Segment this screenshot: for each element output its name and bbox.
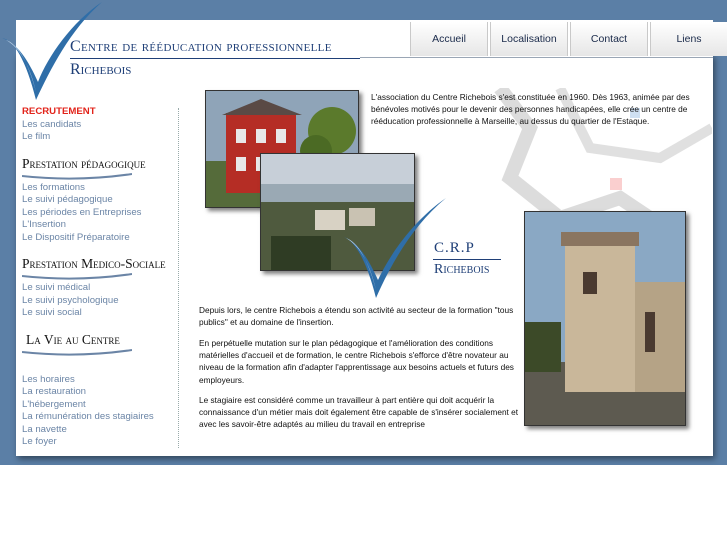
sidebar-divider [178, 108, 179, 448]
sidebar-item-recrutement[interactable]: RECRUTEMENT [22, 106, 96, 117]
sidebar-item-candidats[interactable]: Les candidats [22, 118, 82, 130]
site-subtitle: Richebois [70, 61, 132, 78]
section-heading-medico-sociale: Prestation Medico-Sociale [22, 256, 166, 271]
site-header [0, 0, 727, 86]
tab-localisation[interactable]: Localisation [490, 22, 568, 56]
sidebar-item-restauration[interactable]: La restauration [22, 386, 86, 397]
sidebar-item-suivi-social[interactable]: Le suivi social [22, 307, 82, 318]
sidebar-item-suivi-medical[interactable]: Le suivi médical [22, 282, 91, 293]
sidebar-item-navette[interactable]: La navette [22, 423, 67, 435]
sidebar-item-insertion[interactable]: L'Insertion [22, 219, 66, 230]
sidebar-item-suivi-pedagogique[interactable]: Le suivi pédagogique [22, 194, 113, 205]
crp-rule [433, 259, 501, 260]
tower-building-photo [524, 211, 686, 426]
paragraph-2: En perpétuelle mutation sur le plan pédagogique et l'amélioration des conditions matérielles d'accueil et de formation, le centre Richebois s'efforce d'être novateur au niveau de la formation afin d'adapter l'apprentissage aux besoins actuels et futurs des employeurs. [199, 338, 514, 385]
sidebar-item-formations[interactable]: Les formations [22, 181, 85, 193]
sidebar-item-suivi-psychologique[interactable]: Le suivi psychologique [22, 294, 119, 306]
swoosh-decoration [22, 272, 132, 282]
crp-subtitle: Richebois [434, 262, 490, 277]
swoosh-decoration [22, 172, 132, 182]
site-title: Centre de rééducation professionnelle [70, 38, 332, 55]
tab-contact[interactable]: Contact [570, 22, 648, 56]
sidebar-item-hebergement[interactable]: L'hébergement [22, 398, 86, 410]
sidebar-item-dispositif[interactable]: Le Dispositif Préparatoire [22, 231, 130, 243]
section-heading-vie-centre: La Vie au Centre [26, 331, 120, 347]
sidebar-item-remuneration[interactable]: La rémunération des stagiaires [22, 411, 154, 422]
sidebar [22, 106, 180, 449]
sidebar-item-periodes[interactable]: Les périodes en Entreprises [22, 206, 142, 218]
main-nav [410, 22, 727, 58]
tab-accueil[interactable]: Accueil [410, 22, 488, 56]
swoosh-decoration [22, 348, 132, 358]
paragraph-1: Depuis lors, le centre Richebois a étendu son activité au secteur de la formation "tous publics" et au domaine de l'insertion. [199, 305, 514, 328]
title-rule [70, 58, 360, 59]
sidebar-item-film[interactable]: Le film [22, 131, 51, 142]
crp-title: C.R.P [434, 240, 475, 256]
sidebar-item-foyer[interactable]: Le foyer [22, 436, 57, 447]
sidebar-item-horaires[interactable]: Les horaires [22, 373, 75, 385]
section-heading-pedagogique: Prestation pédagogique [22, 155, 146, 171]
paragraph-3: Le stagiaire est considéré comme un travailleur à part entière qui doit acquérir la connaissance d'un métier mais doit également être capable de s'insérer socialement et avec les savoir-être adaptés au milieu du travail en entreprise [199, 395, 519, 430]
tab-liens[interactable]: Liens [650, 22, 727, 56]
intro-paragraph: L'association du Centre Richebois s'est constituée en 1960. Dès 1963, animée par des bénévoles motivés pour le devenir des personnes handicapées, elle crée un centre de rééducation professionnelle à Marseille, au dessus du quartier de l'Estaque. [371, 92, 690, 127]
